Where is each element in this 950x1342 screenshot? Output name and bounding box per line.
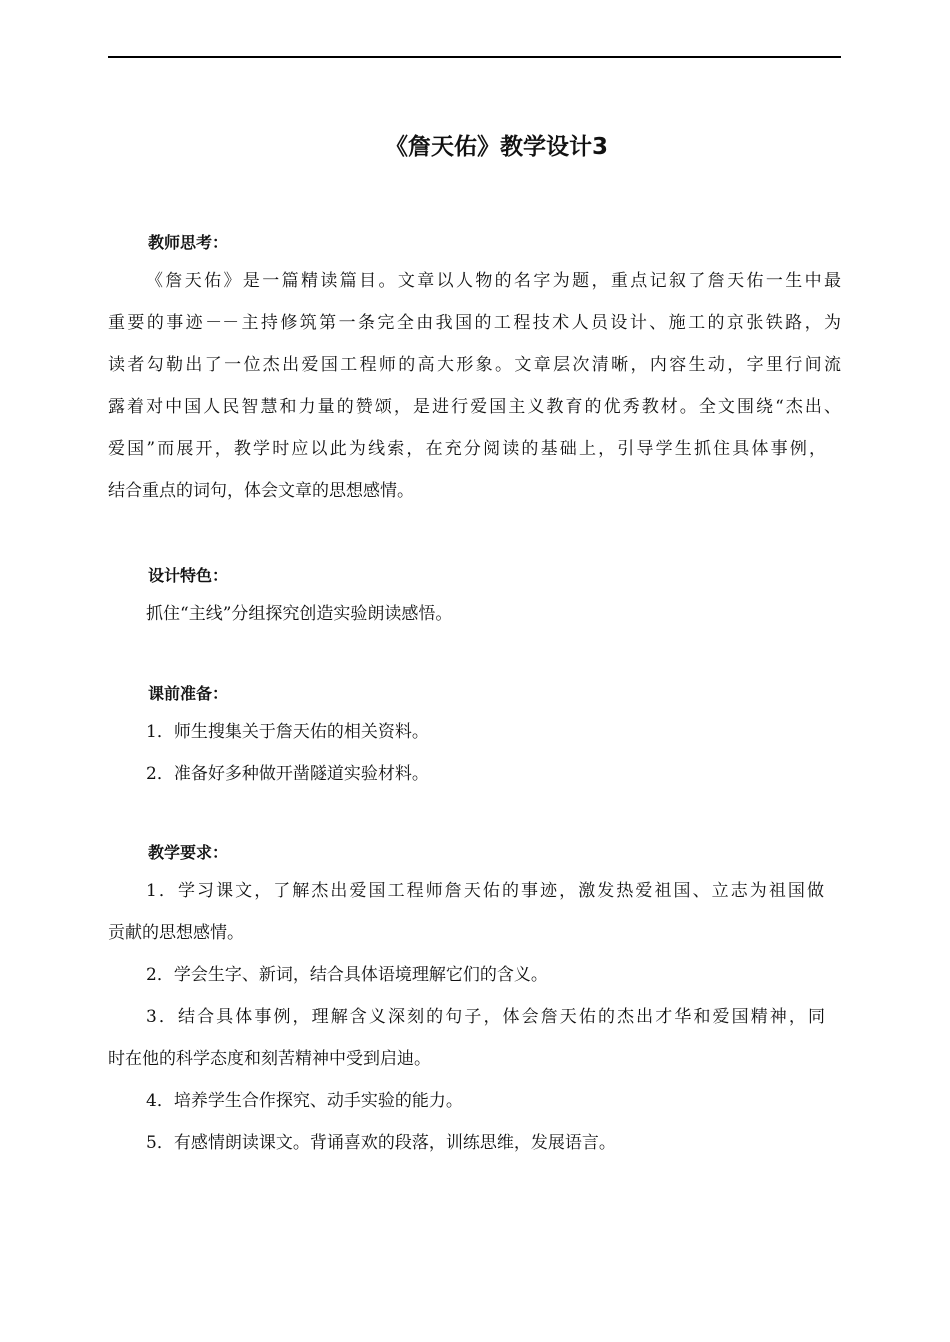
design-features-section (108, 566, 841, 635)
preparation-heading: 课前准备： (148, 684, 229, 703)
design-features-heading: 设计特色： (148, 566, 229, 585)
list-item: 1．师生搜集关于詹天佑的相关资料。 (146, 722, 429, 742)
teacher-thoughts-section (108, 233, 841, 512)
page-title: 《詹天佑》教学设计3 (384, 134, 608, 160)
paragraph-line: 露着对中国人民智慧和力量的赞颂，是进行爱国主义教育的优秀教材。全文围绕“杰出、 (108, 397, 841, 417)
paragraph-line: 读者勾勒出了一位杰出爱国工程师的高大形象。文章层次清晰，内容生动，字里行间流 (108, 355, 841, 375)
list-item: 3．结合具体事例，理解含义深刻的句子，体会詹天佑的杰出才华和爱国精神，同 (146, 1007, 825, 1027)
paragraph-line: 重要的事迹－－主持修筑第一条完全由我国的工程技术人员设计、施工的京张铁路，为 (108, 313, 841, 333)
requirements-section (108, 843, 841, 1164)
paragraph-line: 《詹天佑》是一篇精读篇目。文章以人物的名字为题，重点记叙了詹天佑一生中最 (146, 271, 841, 291)
list-item: 5．有感情朗读课文。背诵喜欢的段落，训练思维，发展语言。 (146, 1133, 616, 1153)
list-item: 2．准备好多种做开凿隧道实验材料。 (146, 764, 429, 784)
header-rule (108, 56, 841, 58)
list-item-continuation: 贡献的思想感情。 (108, 923, 244, 943)
paragraph-line: 结合重点的词句，体会文章的思想感情。 (108, 481, 414, 501)
list-item: 4．培养学生合作探究、动手实验的能力。 (146, 1091, 463, 1111)
teacher-thoughts-heading: 教师思考： (148, 233, 229, 252)
preparation-section (108, 684, 841, 795)
paragraph-line: 爱国”而展开，教学时应以此为线索，在充分阅读的基础上，引导学生抓住具体事例， (108, 439, 826, 459)
list-item-continuation: 时在他的科学态度和刻苦精神中受到启迪。 (108, 1049, 431, 1069)
list-item: 1．学习课文，了解杰出爱国工程师詹天佑的事迹，激发热爱祖国、立志为祖国做 (146, 881, 824, 901)
list-item: 2．学会生字、新词，结合具体语境理解它们的含义。 (146, 965, 548, 985)
requirements-heading: 教学要求： (148, 843, 229, 862)
paragraph-line: 抓住“主线”分组探究创造实验朗读感悟。 (146, 604, 453, 624)
